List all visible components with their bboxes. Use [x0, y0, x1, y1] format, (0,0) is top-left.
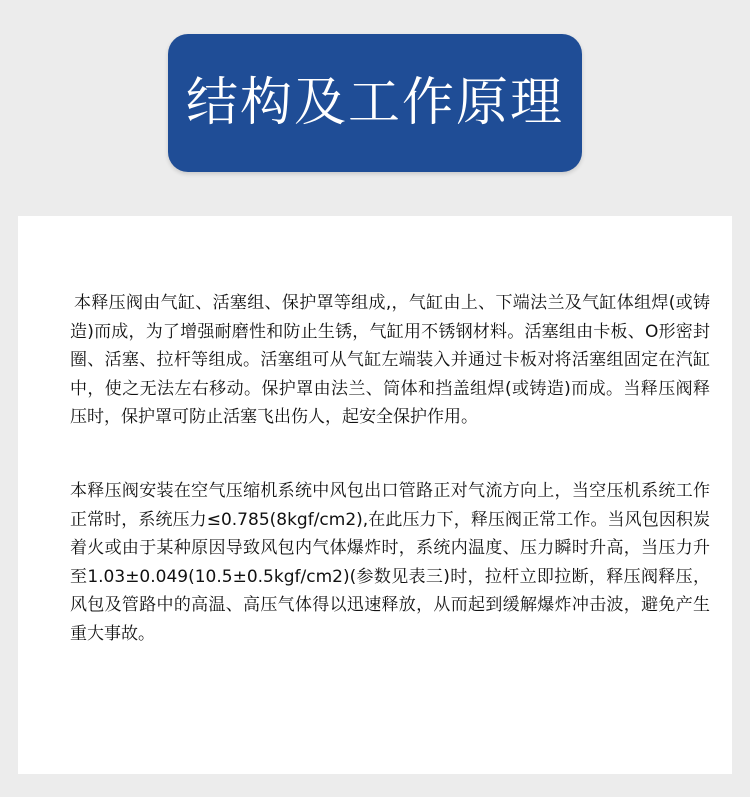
content-card: [18, 216, 732, 774]
section-title: 结构及工作原理: [185, 73, 564, 133]
working-principle-paragraph: 本释压阀安装在空气压缩机系统中风包出口管路正对气流方向上，当空压机系统工作正常时，系统压力≤0.785(8kgf/cm2),在此压力下，释压阀正常工作。当风包因积炭着火或由于某种原因导致风包内气体爆炸时，系统内温度、压力瞬时升高，当压力升至1.03±0.049(10.5±0.5kgf/cm2)(参数见表三)时，拉杆立即拉断，释压阀释压，风包及管路中的高温、高压气体得以迅速释放，从而起到缓解爆炸冲击波，避免产生重大事故。: [70, 481, 710, 644]
title-banner: [168, 34, 582, 172]
structure-paragraph: 本释压阀由气缸、活塞组、保护罩等组成,，气缸由上、下端法兰及气缸体组焊(或铸造)而成，为了增强耐磨性和防止生锈，气缸用不锈钢材料。活塞组由卡板、O形密封圈、活塞、拉杆等组成。活塞组可从气缸左端装入并通过卡板对将活塞组固定在汽缸中，使之无法左右移动。保护罩由法兰、筒体和挡盖组焊(或铸造)而成。当释压阀释压时，保护罩可防止活塞飞出伤人，起安全保护作用。: [70, 293, 710, 427]
